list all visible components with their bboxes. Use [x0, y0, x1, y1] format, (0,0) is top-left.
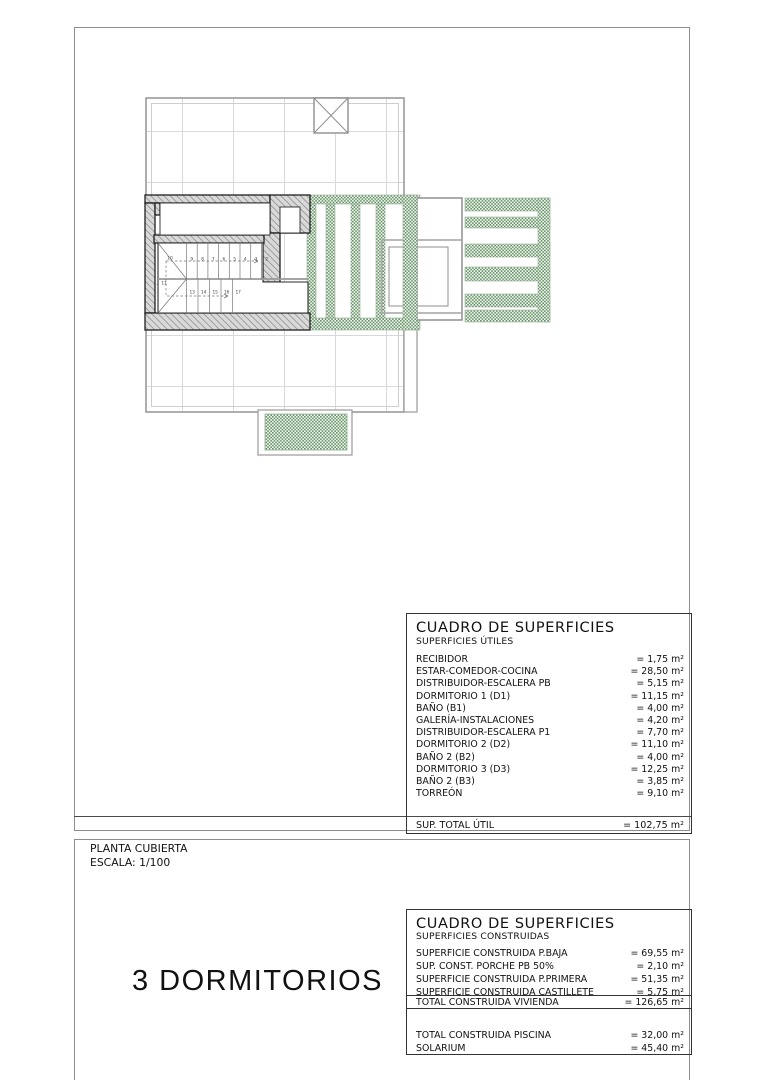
svg-text:4: 4 — [243, 257, 247, 263]
area-row — [416, 960, 684, 973]
plan-scale: ESCALA: 1/100 — [90, 855, 171, 869]
total-label: SUP. TOTAL ÚTIL — [416, 820, 495, 831]
area-label: BAÑO 2 (B2) — [416, 751, 475, 763]
area-label: SUPERFICIE CONSTRUIDA P.BAJA — [416, 948, 568, 959]
area-value: = 45,40 m² — [630, 1043, 684, 1054]
area-label: DORMITORIO 3 (D3) — [416, 763, 511, 775]
area-row — [416, 654, 684, 666]
area-label: DISTRIBUIDOR-ESCALERA PB — [416, 678, 551, 690]
chimney-icon — [314, 98, 348, 133]
area-label: BAÑO (B1) — [416, 702, 466, 714]
svg-text:8: 8 — [201, 257, 204, 263]
area-row — [416, 973, 684, 986]
svg-text:17: 17 — [235, 290, 241, 296]
svg-text:5: 5 — [233, 257, 236, 263]
svg-text:16: 16 — [223, 290, 230, 296]
area-label: BAÑO 2 (B3) — [416, 775, 475, 787]
svg-text:13: 13 — [189, 290, 195, 296]
area-row — [416, 776, 684, 788]
total-label: TOTAL CONSTRUIDA VIVIENDA — [416, 996, 559, 1008]
svg-text:10: 10 — [167, 256, 173, 262]
total-value: = 102,75 m² — [623, 820, 684, 831]
area-label: SOLARIUM — [416, 1043, 466, 1054]
table-title: CUADRO DE SUPERFICIES — [416, 916, 615, 932]
area-rows — [416, 654, 684, 800]
area-value: = 7,70 m² — [636, 727, 684, 739]
area-row — [416, 715, 684, 727]
area-row — [416, 1042, 684, 1055]
pergola-vertical-slats — [304, 195, 420, 330]
area-row — [416, 764, 684, 776]
area-label: TORREÓN — [416, 788, 463, 800]
area-row — [416, 678, 684, 690]
area-value: = 2,10 m² — [636, 961, 684, 972]
area-value: = 32,00 m² — [630, 1030, 684, 1041]
area-label: SUP. CONST. PORCHE PB 50% — [416, 961, 554, 972]
area-row — [416, 666, 684, 678]
area-row — [416, 703, 684, 715]
area-row — [416, 739, 684, 751]
plan-name: PLANTA CUBIERTA — [90, 842, 188, 855]
svg-text:3: 3 — [254, 257, 258, 263]
total-row-vivienda — [407, 995, 691, 1009]
area-value: = 11,15 m² — [630, 690, 684, 702]
table-subtitle: SUPERFICIES ÚTILES — [416, 636, 514, 647]
areas-table-construidas — [406, 909, 692, 1055]
area-label: DORMITORIO 1 (D1) — [416, 690, 511, 702]
area-value: = 5,75 m² — [636, 987, 684, 998]
pergola-horizontal-slats — [463, 197, 550, 322]
area-value: = 9,10 m² — [636, 788, 684, 800]
areas-table-utiles — [406, 613, 692, 834]
area-value: = 4,00 m² — [636, 702, 684, 714]
bedrooms-title: 3 DORMITORIOS — [132, 965, 383, 997]
area-label: DORMITORIO 2 (D2) — [416, 739, 511, 751]
svg-text:9: 9 — [190, 257, 194, 263]
table-subtitle: SUPERFICIES CONSTRUIDAS — [416, 931, 550, 942]
area-row — [416, 788, 684, 800]
table-title: CUADRO DE SUPERFICIES — [416, 620, 615, 636]
porch-pergola — [258, 410, 352, 455]
area-value: = 28,50 m² — [630, 666, 684, 678]
area-label: TOTAL CONSTRUIDA PISCINA — [416, 1030, 552, 1041]
area-value: = 1,75 m² — [636, 654, 684, 665]
area-value: = 4,00 m² — [636, 751, 684, 763]
area-rows — [416, 947, 684, 999]
total-value: = 126,65 m² — [624, 996, 684, 1008]
svg-text:11: 11 — [161, 281, 167, 287]
total-row-util — [407, 818, 691, 833]
area-value: = 12,25 m² — [630, 763, 684, 775]
area-row — [416, 752, 684, 764]
area-label: ESTAR-COMEDOR-COCINA — [416, 666, 538, 678]
svg-text:15: 15 — [212, 290, 218, 296]
area-label: GALERÍA-INSTALACIONES — [416, 714, 535, 726]
area-label: SUPERFICIE CONSTRUIDA CASTILLETE — [416, 987, 594, 998]
svg-text:2: 2 — [265, 257, 269, 263]
area-row — [416, 947, 684, 960]
area-value: = 11,10 m² — [630, 739, 684, 751]
area-value: = 5,15 m² — [636, 678, 684, 690]
area-label: SUPERFICIE CONSTRUIDA P.PRIMERA — [416, 974, 588, 985]
area-label: RECIBIDOR — [416, 654, 469, 665]
svg-text:6: 6 — [222, 257, 226, 263]
area-row — [416, 1029, 684, 1042]
svg-text:7: 7 — [211, 257, 215, 263]
area-row — [416, 727, 684, 739]
area-value: = 51,35 m² — [630, 974, 684, 985]
area-value: = 69,55 m² — [630, 948, 684, 959]
extra-area-rows — [416, 1029, 684, 1055]
area-value: = 4,20 m² — [636, 714, 684, 726]
plan-title-block — [90, 842, 188, 869]
area-row — [416, 691, 684, 703]
svg-text:14: 14 — [200, 290, 207, 296]
area-label: DISTRIBUIDOR-ESCALERA P1 — [416, 727, 551, 739]
area-value: = 3,85 m² — [636, 775, 684, 787]
